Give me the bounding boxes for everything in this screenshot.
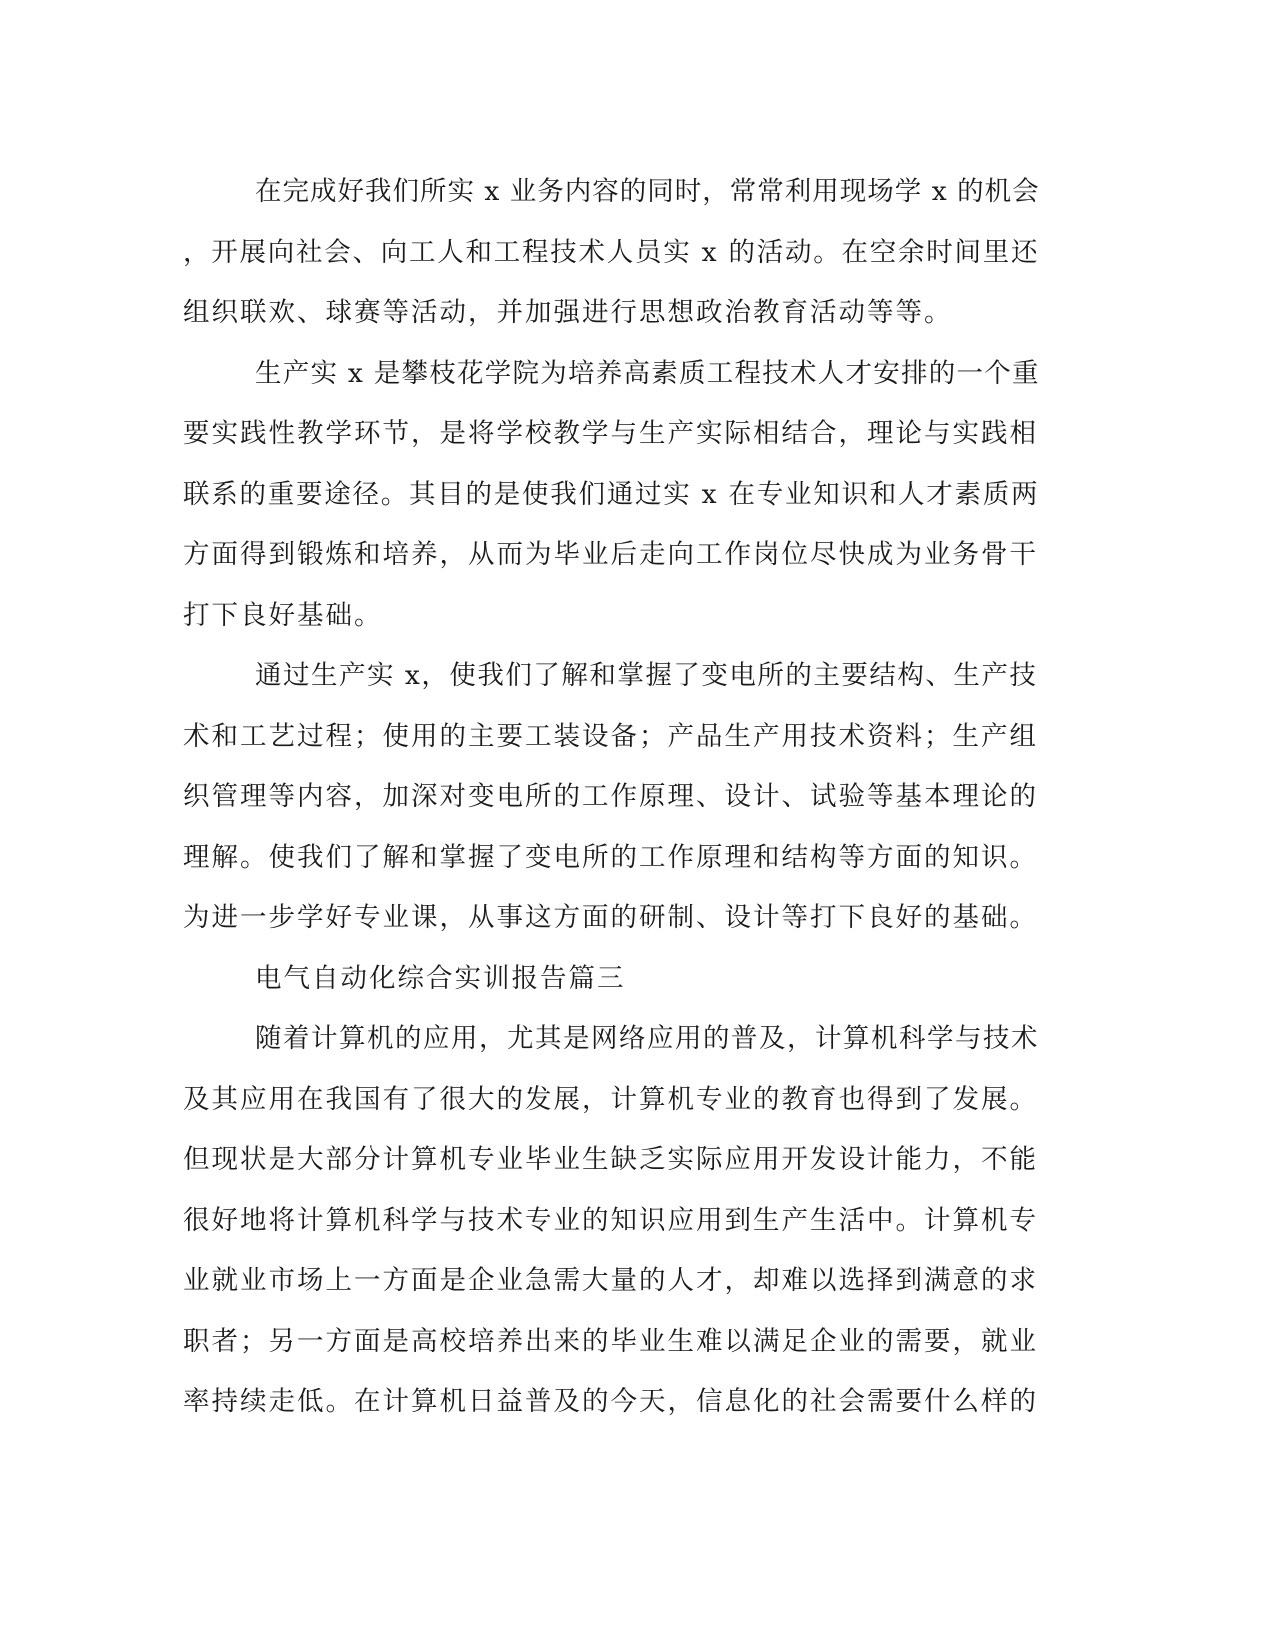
paragraph-first-line: 在完成好我们所实 x 业务内容的同时，常常利用现场学 x 的机会 <box>255 176 1040 207</box>
text-line: 方面得到锻炼和培养，从而为毕业后走向工作岗位尽快成为业务骨干 <box>183 539 1038 570</box>
text-line: 但现状是大部分计算机专业毕业生缺乏实际应用开发设计能力，不能 <box>183 1144 1038 1175</box>
text-line: 要实践性教学环节，是将学校教学与生产实际相结合，理论与实践相 <box>183 418 1038 449</box>
text-line: ，开展向社会、向工人和工程技术人员实 x 的活动。在空余时间里还 <box>183 236 1040 268</box>
paragraph-first-line: 随着计算机的应用，尤其是网络应用的普及，计算机科学与技术 <box>255 1023 1039 1054</box>
text-line: 打下良好基础。 <box>183 599 383 631</box>
document-body <box>183 162 1043 1433</box>
text-line: 术和工艺过程；使用的主要工装设备；产品生产用技术资料；生产组 <box>183 720 1038 752</box>
paragraph-first-line: 电气自动化综合实训报告篇三 <box>255 962 626 994</box>
text-line: 联系的重要途径。其目的是使我们通过实 x 在专业知识和人才素质两 <box>183 478 1040 510</box>
text-line: 很好地将计算机科学与技术专业的知识应用到生产生活中。计算机专 <box>183 1204 1038 1236</box>
text-line: 及其应用在我国有了很大的发展，计算机专业的教育也得到了发展。 <box>183 1083 1038 1115</box>
text-line: 率持续走低。在计算机日益普及的今天，信息化的社会需要什么样的 <box>183 1386 1038 1417</box>
paragraph-first-line: 通过生产实 x，使我们了解和掌握了变电所的主要结构、生产技 <box>255 660 1038 691</box>
text-line: 织管理等内容，加深对变电所的工作原理、设计、试验等基本理论的 <box>183 781 1038 812</box>
text-line: 为进一步学好专业课，从事这方面的研制、设计等打下良好的基础。 <box>183 902 1038 933</box>
text-line: 理解。使我们了解和掌握了变电所的工作原理和结构等方面的知识。 <box>183 841 1038 873</box>
paragraph-first-line: 生产实 x 是攀枝花学院为培养高素质工程技术人才安排的一个重 <box>255 357 1040 389</box>
text-line: 业就业市场上一方面是企业急需大量的人才，却难以选择到满意的求 <box>183 1265 1038 1296</box>
text-line: 组织联欢、球赛等活动，并加强进行思想政治教育活动等等。 <box>183 297 953 328</box>
text-line: 职者；另一方面是高校培养出来的毕业生难以满足企业的需要，就业 <box>183 1325 1038 1357</box>
